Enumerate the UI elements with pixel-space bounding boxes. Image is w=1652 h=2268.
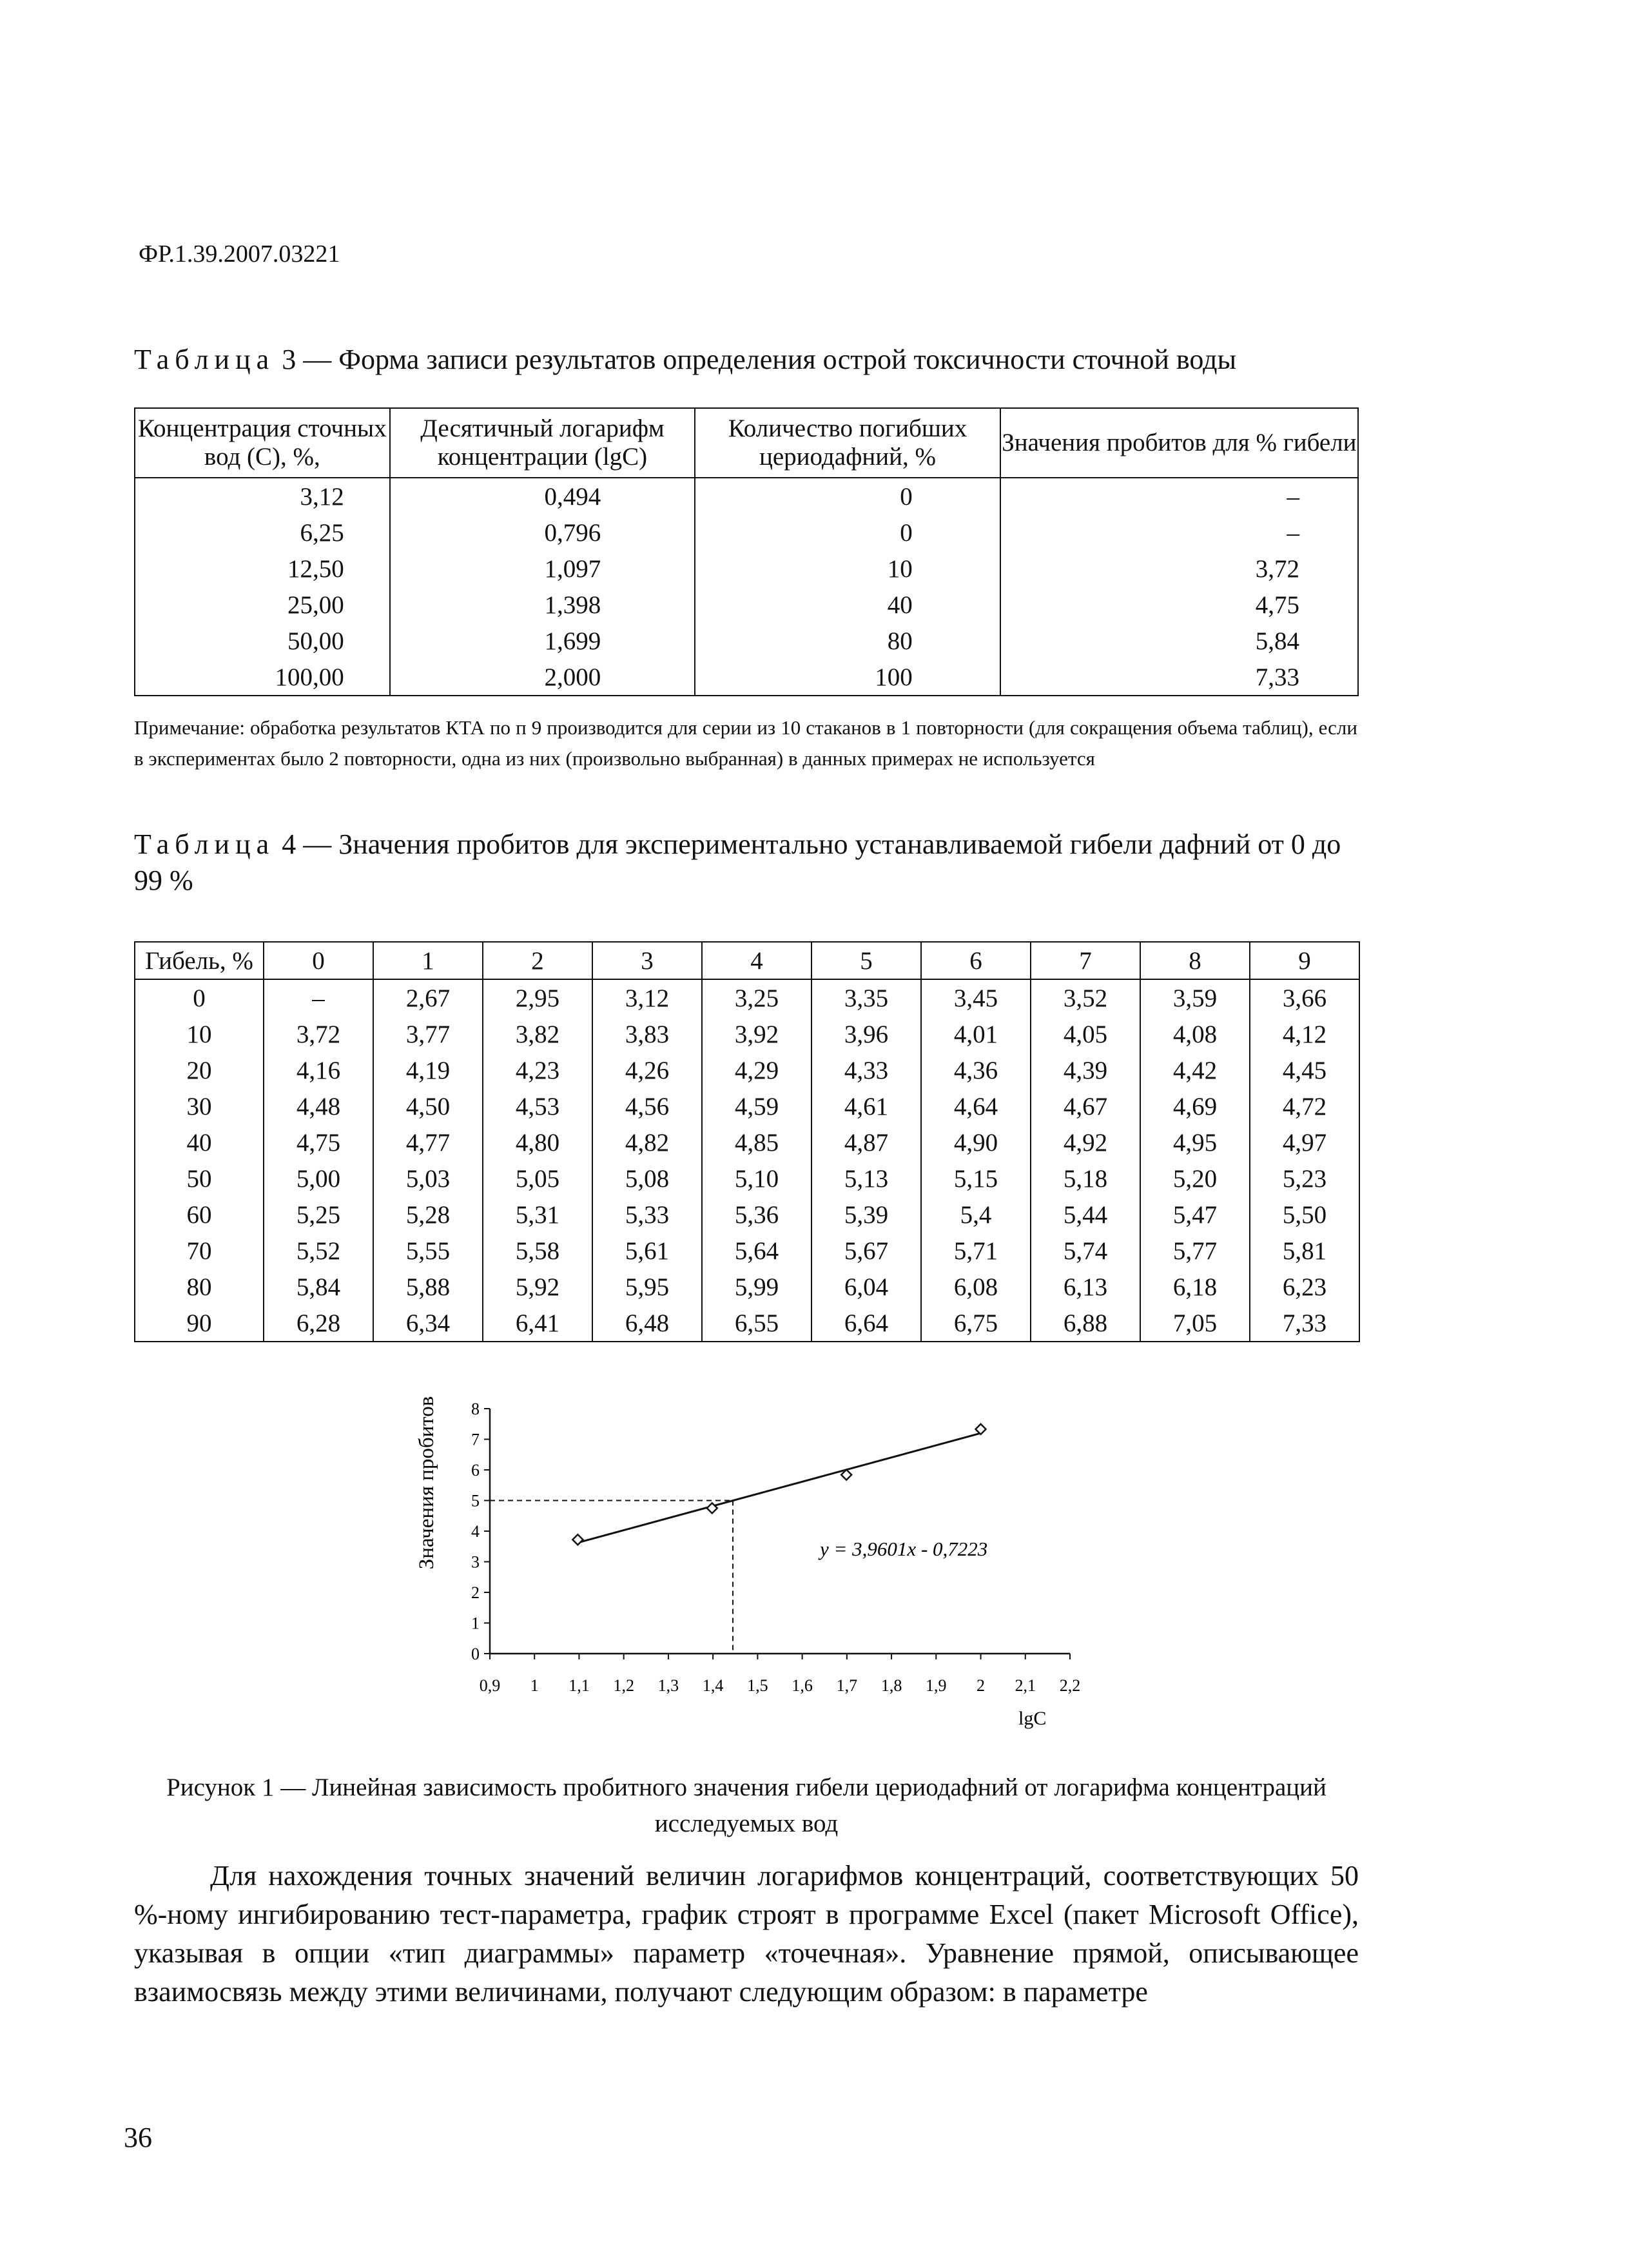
figure-caption: Рисунок 1 — Линейная зависимость пробитного значения гибели цериодафний от логарифма концентраций исследуемых вод [166, 1774, 1326, 1837]
data-point [572, 1534, 583, 1545]
table-cell: 5,88 [373, 1269, 483, 1305]
table-cell: 6,18 [1140, 1269, 1250, 1305]
table-cell: 6,48 [592, 1305, 702, 1342]
table-header-cell: 0 [264, 942, 373, 979]
table-cell: 4,64 [921, 1088, 1031, 1124]
table-cell: 5,44 [1031, 1197, 1140, 1233]
table-cell: 5,08 [592, 1160, 702, 1197]
table-cell: 5,36 [702, 1197, 811, 1233]
table-header-cell: 6 [921, 942, 1031, 979]
table-cell: 4,67 [1031, 1088, 1140, 1124]
table-cell: 5,13 [811, 1160, 921, 1197]
table-cell: 3,83 [592, 1016, 702, 1052]
table-cell: 4,50 [373, 1088, 483, 1124]
table-cell: 4,92 [1031, 1124, 1140, 1160]
table-cell: 60 [135, 1197, 264, 1233]
table-cell: 6,25 [135, 514, 390, 551]
table-cell: 5,64 [702, 1233, 811, 1269]
table-cell: 5,00 [264, 1160, 373, 1197]
table3-caption-text: — Форма записи результатов определения острой токсичности сточной воды [303, 344, 1237, 375]
table-row [135, 623, 1358, 659]
table-cell: – [1000, 478, 1358, 514]
table-cell: 1,097 [390, 551, 695, 587]
table-cell: 5,58 [483, 1233, 592, 1269]
table-cell: 4,87 [811, 1124, 921, 1160]
table3-header-cell: Десятичный логарифм концентрации (lgС) [390, 408, 695, 478]
table3-header-cell: Количество погибших цериодафний, % [695, 408, 1000, 478]
table-cell: 4,82 [592, 1124, 702, 1160]
table-cell: 6,55 [702, 1305, 811, 1342]
table-cell: 25,00 [135, 587, 390, 623]
table-cell: 6,88 [1031, 1305, 1140, 1342]
body-paragraph: Для нахождения точных значений величин логарифмов концентраций, соответствующих 50 %-ному ингибированию тест-параметра, график строят в программе Excel (пакет Microsoft Office), указывая в опции «тип диаграммы» параметр «точечная». Уравнение прямой, описывающее взаимосвязь между этими величинами, получают следующим образом: в параметре [134, 1860, 1359, 2008]
table-cell: 5,20 [1140, 1160, 1250, 1197]
table4-caption-text: — Значения пробитов для экспериментально устанавливаемой гибели дафний от 0 до 99 % [134, 828, 1341, 896]
y-tick-label: 4 [471, 1522, 480, 1541]
table-cell: 3,12 [592, 979, 702, 1016]
table3-body [135, 478, 1358, 696]
x-tick-label: 1,6 [792, 1676, 813, 1695]
table-cell: 3,92 [702, 1016, 811, 1052]
table-cell: 4,48 [264, 1088, 373, 1124]
table-cell: 40 [135, 1124, 264, 1160]
table-cell: 5,61 [592, 1233, 702, 1269]
table-cell: 6,13 [1031, 1269, 1140, 1305]
trend-line [578, 1433, 980, 1543]
table-cell: 2,67 [373, 979, 483, 1016]
table-cell: 1,398 [390, 587, 695, 623]
table-cell: 4,45 [1250, 1052, 1359, 1088]
table-cell: 0,494 [390, 478, 695, 514]
table-cell: 4,08 [1140, 1016, 1250, 1052]
table-cell: 5,28 [373, 1197, 483, 1233]
y-tick-label: 3 [471, 1552, 480, 1572]
table-cell: 3,35 [811, 979, 921, 1016]
table-cell: 3,72 [1000, 551, 1358, 587]
table-cell: 5,15 [921, 1160, 1031, 1197]
table-cell: 0 [695, 478, 1000, 514]
table-cell: 70 [135, 1233, 264, 1269]
table-cell: 2,95 [483, 979, 592, 1016]
table-cell: 4,80 [483, 1124, 592, 1160]
y-tick-label: 1 [471, 1614, 480, 1633]
y-tick-label: 7 [471, 1430, 480, 1449]
table-cell: 5,4 [921, 1197, 1031, 1233]
table-cell: 10 [695, 551, 1000, 587]
table-cell: 4,39 [1031, 1052, 1140, 1088]
table-row [135, 979, 1359, 1016]
table-cell: 6,28 [264, 1305, 373, 1342]
table-cell: 5,25 [264, 1197, 373, 1233]
table-cell: 4,95 [1140, 1124, 1250, 1160]
table-cell: 4,23 [483, 1052, 592, 1088]
y-tick-label: 8 [471, 1400, 480, 1418]
table-row [135, 659, 1358, 696]
table-row [135, 1197, 1359, 1233]
table-cell: 4,36 [921, 1052, 1031, 1088]
table-cell: 5,05 [483, 1160, 592, 1197]
table-header-cell: 2 [483, 942, 592, 979]
table-cell: 20 [135, 1052, 264, 1088]
table-cell: 5,74 [1031, 1233, 1140, 1269]
table-header-cell: 8 [1140, 942, 1250, 979]
x-tick-label: 1,9 [926, 1676, 947, 1695]
table3-caption-number: 3 [282, 344, 296, 375]
table-cell: 4,42 [1140, 1052, 1250, 1088]
table4 [134, 941, 1360, 1342]
table-cell: 4,16 [264, 1052, 373, 1088]
table-cell: 3,96 [811, 1016, 921, 1052]
table-cell: 30 [135, 1088, 264, 1124]
table-cell: 3,82 [483, 1016, 592, 1052]
x-tick-label: 1,4 [702, 1676, 724, 1695]
table-header-cell: 3 [592, 942, 702, 979]
table-header-cell: 5 [811, 942, 921, 979]
chart-equation: y = 3,9601x - 0,7223 [820, 1538, 988, 1560]
document-code: ФР.1.39.2007.03221 [139, 240, 340, 268]
x-tick-label: 1,1 [568, 1676, 590, 1695]
table-cell: 4,75 [1000, 587, 1358, 623]
table-cell: 4,85 [702, 1124, 811, 1160]
table-cell: 3,52 [1031, 979, 1140, 1016]
table-cell: 6,08 [921, 1269, 1031, 1305]
table-cell: 4,75 [264, 1124, 373, 1160]
table-cell: 5,52 [264, 1233, 373, 1269]
table-header-cell: 7 [1031, 942, 1140, 979]
table3-caption [134, 342, 1236, 378]
table-row [135, 478, 1358, 514]
table-cell: 5,31 [483, 1197, 592, 1233]
table4-caption-prefix: Таблица [134, 828, 275, 860]
table3 [134, 407, 1359, 696]
table-row [135, 1269, 1359, 1305]
table-row [135, 1305, 1359, 1342]
table-cell: 4,19 [373, 1052, 483, 1088]
table-cell: – [1000, 514, 1358, 551]
table-cell: 3,12 [135, 478, 390, 514]
table-cell: 50 [135, 1160, 264, 1197]
table-cell: 5,99 [702, 1269, 811, 1305]
table-cell: 4,56 [592, 1088, 702, 1124]
x-tick-label: 1,8 [880, 1676, 902, 1695]
table-row [135, 1233, 1359, 1269]
table-cell: 3,25 [702, 979, 811, 1016]
table-cell: 4,77 [373, 1124, 483, 1160]
table-row [135, 1124, 1359, 1160]
probit-chart [361, 1383, 1134, 1750]
table-cell: 5,10 [702, 1160, 811, 1197]
table-cell: 5,77 [1140, 1233, 1250, 1269]
table-cell: 4,59 [702, 1088, 811, 1124]
table-cell: 4,53 [483, 1088, 592, 1124]
table4-caption-number: 4 [282, 828, 296, 860]
table-row [135, 1160, 1359, 1197]
y-tick-label: 2 [471, 1583, 480, 1602]
table3-header-row [135, 408, 1358, 478]
table-cell: 90 [135, 1305, 264, 1342]
table-cell: 5,67 [811, 1233, 921, 1269]
y-tick-label: 5 [471, 1491, 480, 1510]
table-cell: 5,50 [1250, 1197, 1359, 1233]
table-cell: 2,000 [390, 659, 695, 696]
x-tick-label: 1,3 [657, 1676, 679, 1695]
table4-body [135, 979, 1359, 1342]
table-cell: 6,23 [1250, 1269, 1359, 1305]
table4-caption [134, 826, 1359, 899]
table-cell: 100 [695, 659, 1000, 696]
table3-note: Примечание: обработка результатов КТА по п 9 производится для серии из 10 стаканов в 1 повторности (для сокращения объема таблиц), если в экспериментах было 2 повторности, одна из них (произвольно выбранная) в данных примерах не используется [134, 716, 1357, 770]
table-cell: 4,90 [921, 1124, 1031, 1160]
x-tick-label: 2 [977, 1676, 986, 1695]
table-cell: 4,01 [921, 1016, 1031, 1052]
table-cell: 5,39 [811, 1197, 921, 1233]
table-cell: 4,61 [811, 1088, 921, 1124]
table-cell: 5,23 [1250, 1160, 1359, 1197]
x-tick-label: 1 [530, 1676, 539, 1695]
table-cell: 100,00 [135, 659, 390, 696]
table-cell: 0 [695, 514, 1000, 551]
x-tick-label: 2,2 [1059, 1676, 1081, 1695]
table-row [135, 514, 1358, 551]
table-cell: 5,84 [1000, 623, 1358, 659]
table-cell: 5,95 [592, 1269, 702, 1305]
x-tick-label: 0,9 [479, 1676, 501, 1695]
table-cell: 4,12 [1250, 1016, 1359, 1052]
chart-y-axis-label: Значения пробитов [415, 1396, 438, 1570]
table-cell: 6,41 [483, 1305, 592, 1342]
table-cell: 5,47 [1140, 1197, 1250, 1233]
table-cell: 7,33 [1250, 1305, 1359, 1342]
table-cell: 3,66 [1250, 979, 1359, 1016]
table-cell: 50,00 [135, 623, 390, 659]
table-cell: 3,59 [1140, 979, 1250, 1016]
table-cell: 7,05 [1140, 1305, 1250, 1342]
table-cell: 5,55 [373, 1233, 483, 1269]
table-row [135, 1016, 1359, 1052]
table-cell: 10 [135, 1016, 264, 1052]
table-header-cell: Гибель, % [135, 942, 264, 979]
x-tick-label: 1,7 [836, 1676, 858, 1695]
x-tick-label: 2,1 [1015, 1676, 1036, 1695]
table-cell: 5,81 [1250, 1233, 1359, 1269]
table-cell: 0 [135, 979, 264, 1016]
table-row [135, 1052, 1359, 1088]
table3-caption-prefix: Таблица [134, 344, 275, 375]
table-row [135, 1088, 1359, 1124]
table-cell: 6,75 [921, 1305, 1031, 1342]
table-cell: 5,18 [1031, 1160, 1140, 1197]
table-cell: 5,84 [264, 1269, 373, 1305]
table-cell: 4,33 [811, 1052, 921, 1088]
table-header-cell: 9 [1250, 942, 1359, 979]
y-tick-label: 0 [471, 1645, 480, 1663]
chart-x-axis-label: lgС [1018, 1708, 1047, 1729]
table-cell: 5,03 [373, 1160, 483, 1197]
table-cell: 5,71 [921, 1233, 1031, 1269]
table-cell: 0,796 [390, 514, 695, 551]
table-cell: 3,72 [264, 1016, 373, 1052]
chart-axes [471, 1400, 1080, 1695]
table-cell: 6,64 [811, 1305, 921, 1342]
table-cell: 6,04 [811, 1269, 921, 1305]
page-number: 36 [124, 2122, 152, 2153]
table-cell: 4,05 [1031, 1016, 1140, 1052]
table3-header-cell: Значения пробитов для % гибели [1000, 408, 1358, 478]
table-cell: 5,92 [483, 1269, 592, 1305]
table-header-cell: 1 [373, 942, 483, 979]
table-row [135, 551, 1358, 587]
table-cell: 5,33 [592, 1197, 702, 1233]
table-cell: – [264, 979, 373, 1016]
table-cell: 4,72 [1250, 1088, 1359, 1124]
table4-header-row [135, 942, 1359, 979]
table-cell: 3,45 [921, 979, 1031, 1016]
table-cell: 4,69 [1140, 1088, 1250, 1124]
table-cell: 80 [135, 1269, 264, 1305]
table-cell: 80 [695, 623, 1000, 659]
table-cell: 3,77 [373, 1016, 483, 1052]
table-row [135, 587, 1358, 623]
table3-header-cell: Концентрация сточных вод (С), %, [135, 408, 390, 478]
y-tick-label: 6 [471, 1461, 480, 1480]
table-cell: 40 [695, 587, 1000, 623]
x-tick-label: 1,2 [613, 1676, 634, 1695]
x-tick-label: 1,5 [747, 1676, 768, 1695]
data-point [976, 1424, 986, 1434]
table-cell: 12,50 [135, 551, 390, 587]
table-cell: 4,97 [1250, 1124, 1359, 1160]
table-cell: 4,29 [702, 1052, 811, 1088]
table-cell: 1,699 [390, 623, 695, 659]
table-cell: 7,33 [1000, 659, 1358, 696]
table-cell: 6,34 [373, 1305, 483, 1342]
table-cell: 4,26 [592, 1052, 702, 1088]
table-header-cell: 4 [702, 942, 811, 979]
